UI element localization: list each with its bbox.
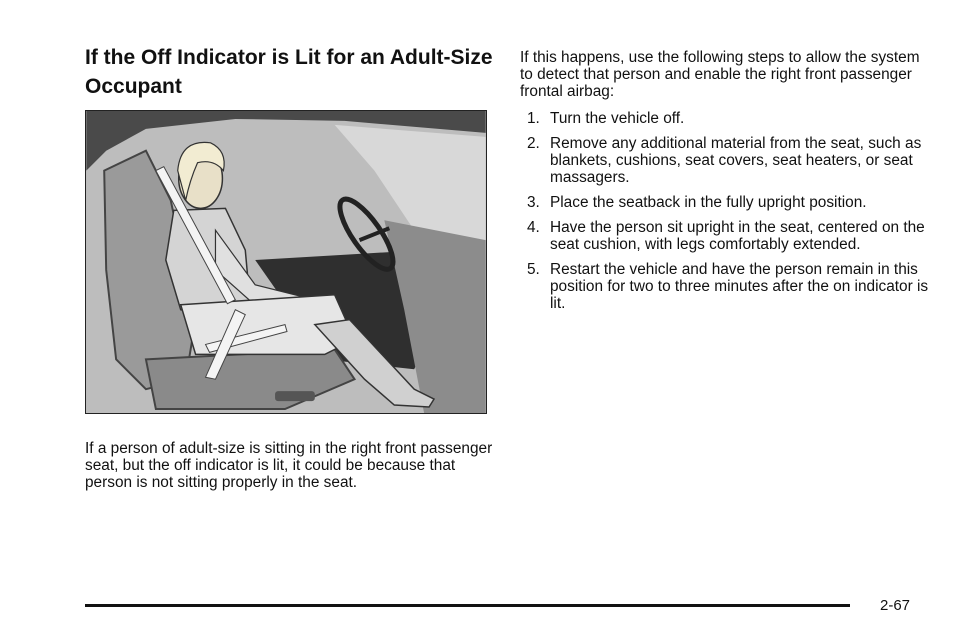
list-item [527, 110, 932, 127]
left-paragraph: If a person of adult-size is sitting in the right front passenger seat, but the off indicator is lit, it could be because that person is not sitting properly in the seat. [85, 440, 493, 491]
list-item [527, 194, 932, 211]
step-text: Have the person sit upright in the seat, centered on the seat cushion, with legs comfortably extended. [550, 219, 925, 253]
occupant-illustration [85, 110, 487, 414]
occupant-in-seat-drawing [86, 111, 486, 413]
step-text: Restart the vehicle and have the person remain in this position for two to three minutes after the on indicator is lit. [550, 261, 929, 312]
step-number: 2. [527, 135, 540, 152]
footer-rule [85, 604, 850, 607]
list-item [527, 261, 932, 312]
section-heading: If the Off Indicator is Lit for an Adult-Size Occupant [85, 46, 493, 98]
seat-adjuster [275, 391, 315, 401]
list-item [527, 135, 932, 186]
step-text: Remove any additional material from the seat, such as blankets, cushions, seat covers, seat heaters, or seat massagers. [550, 135, 922, 186]
step-text: Turn the vehicle off. [550, 110, 685, 127]
right-intro-paragraph: If this happens, use the following steps to allow the system to detect that person and enable the right front passenger frontal airbag: [520, 49, 920, 100]
step-number: 4. [527, 219, 540, 236]
page-number: 2-67 [880, 597, 911, 614]
step-text: Place the seatback in the fully upright position. [550, 194, 867, 211]
step-number: 1. [527, 110, 540, 127]
list-item [527, 219, 932, 253]
steps-list [527, 110, 932, 320]
step-number: 3. [527, 194, 540, 211]
step-number: 5. [527, 261, 540, 278]
